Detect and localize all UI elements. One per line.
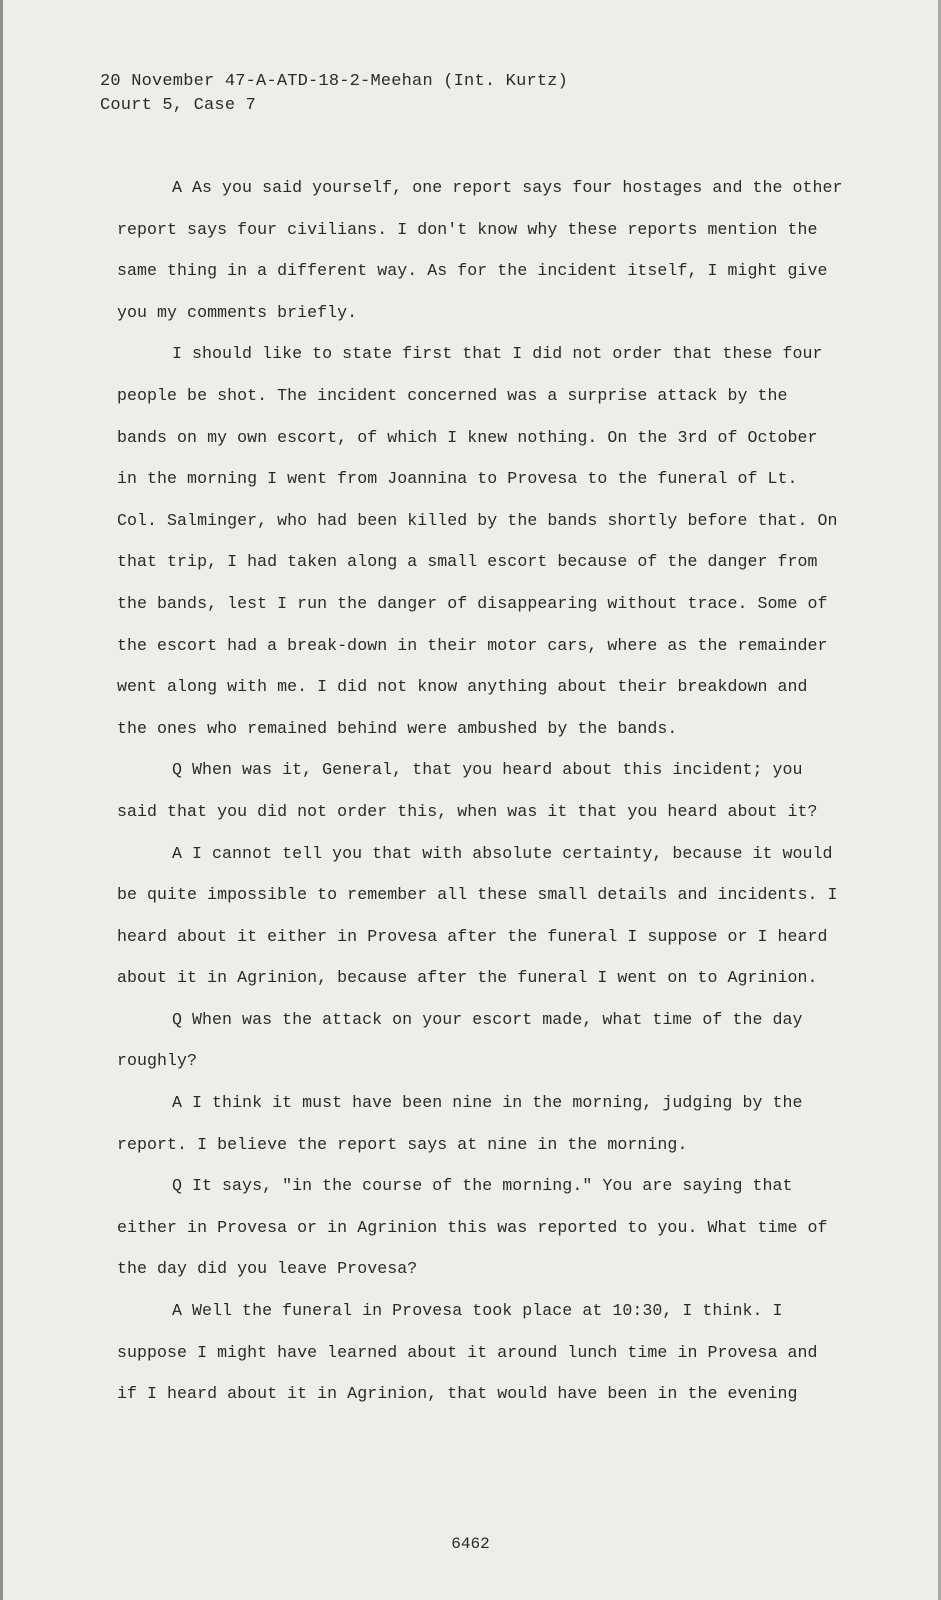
left-edge-line — [0, 0, 3, 1600]
paragraph-question-attack-time: Q When was the attack on your escort made, what time of the day roughly? — [117, 1009, 803, 1071]
header-court-line: Court 5, Case 7 — [100, 96, 257, 115]
header-session-line: 20 November 47-A-ATD-18-2-Meehan (Int. Kurtz) — [100, 72, 569, 91]
paragraph-question-leave-provesa: Q It says, "in the course of the morning." You are saying that either in Provesa or in Agrinion this was reported to you. What time of the day did you leave Provesa? — [117, 1176, 828, 1279]
paragraph-answer-reports: A As you said yourself, one report says four hostages and the other report says four civilians. I don't know why these reports mention the same thing in a different way. As for the incident itself, I might give you my comments briefly. — [117, 178, 843, 322]
paragraph-question-when-heard: Q When was it, General, that you heard about this incident; you said that you did not order this, when was it that you heard about it? — [117, 760, 818, 821]
page-number: 6462 — [451, 1535, 490, 1553]
paragraph-answer-nine-morning: A I think it must have been nine in the morning, judging by the report. I believe the report says at nine in the morning. — [117, 1093, 803, 1154]
transcript-body — [117, 167, 847, 1415]
document-header — [100, 70, 860, 118]
paragraph-answer-incident: I should like to state first that I did not order that these four people be shot. The incident concerned was a surprise attack by the bands on my own escort, of which I knew nothing. On the 3rd of October in the morning I went from Joannina to Provesa to the funeral of Lt. Col. Salminger, who had been killed by the bands shortly before that. On that trip, I had taken along a small escort because of the danger from the bands, lest I run the danger of disappearing without trace. Some of the escort had a break-down in their motor cars, where as the remainder went along with me. I did not know anything about their breakdown and the ones who remained behind were ambushed by the bands. — [117, 344, 838, 738]
paragraph-answer-funeral-time: A Well the funeral in Provesa took place at 10:30, I think. I suppose I might have learned about it around lunch time in Provesa and if I heard about it in Agrinion, that would have been in the evening — [117, 1301, 818, 1404]
paragraph-answer-certainty: A I cannot tell you that with absolute certainty, because it would be quite impossible to remember all these small details and incidents. I heard about it either in Provesa after the funeral I suppose or I heard about it in Agrinion, because after the funeral I went on to Agrinion. — [117, 843, 838, 988]
